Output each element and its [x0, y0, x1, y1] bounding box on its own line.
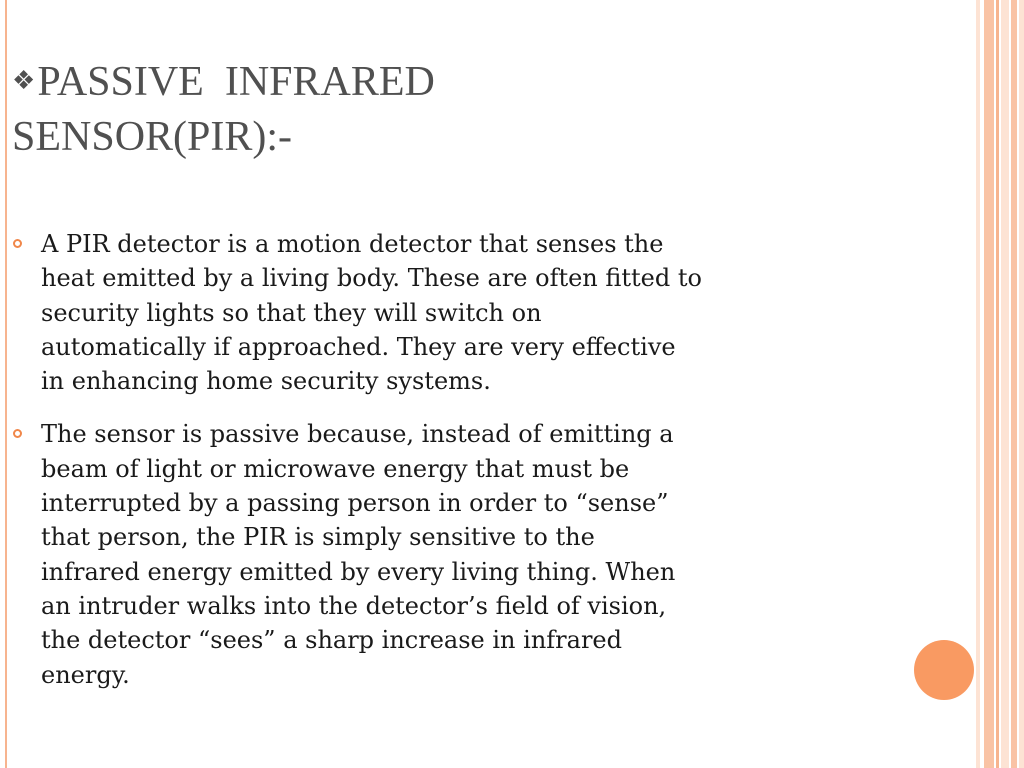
border-stripe — [1019, 0, 1024, 768]
bullet-text-line: A PIR detector is a motion detector that senses the — [41, 230, 664, 258]
title-line: SENSOR(PIR):- — [12, 114, 293, 160]
bullet-text-line: that person, the PIR is simply sensitive to the — [41, 523, 595, 552]
bullet-text-line: infrared energy emitted by every living thing. When — [41, 557, 676, 586]
bullet-text-line: energy. — [41, 660, 130, 689]
bullet-text-line: automatically if approached. They are very effective — [41, 332, 676, 361]
border-stripe — [976, 0, 980, 768]
bullet-text-line: The sensor is passive because, instead of emitting a — [41, 420, 674, 449]
bullet-item — [0, 227, 900, 398]
bullet-item — [0, 417, 900, 691]
decorative-orange-circle — [914, 640, 974, 700]
bullet-text-line: interrupted by a passing person in order to “sense” — [41, 489, 669, 518]
bullet-text-line: an intruder walks into the detector’s field of vision, — [41, 591, 667, 620]
bullet-text-line: heat emitted by a living body. These are often fitted to — [41, 264, 702, 293]
bullet-circle-icon — [13, 429, 22, 438]
title-text: PASSIVE INFRARED — [37, 59, 435, 105]
border-stripe — [1011, 0, 1017, 768]
right-decorative-border — [976, 0, 1024, 768]
bullet-text-line: in enhancing home security systems. — [41, 367, 491, 396]
slide-title — [12, 53, 652, 165]
border-stripe — [996, 0, 999, 768]
diamond-bullet-icon: ❖ — [12, 66, 36, 95]
border-stripe — [984, 0, 994, 768]
title-line — [12, 53, 652, 110]
slide-body — [0, 227, 900, 711]
bullet-circle-icon — [13, 239, 22, 248]
bullet-text-line: beam of light or microwave energy that must be — [41, 454, 630, 483]
bullet-text-line: the detector “sees” a sharp increase in infrared — [41, 626, 622, 655]
bullet-text-line: security lights so that they will switch on — [41, 298, 542, 327]
border-stripe — [1001, 0, 1009, 768]
